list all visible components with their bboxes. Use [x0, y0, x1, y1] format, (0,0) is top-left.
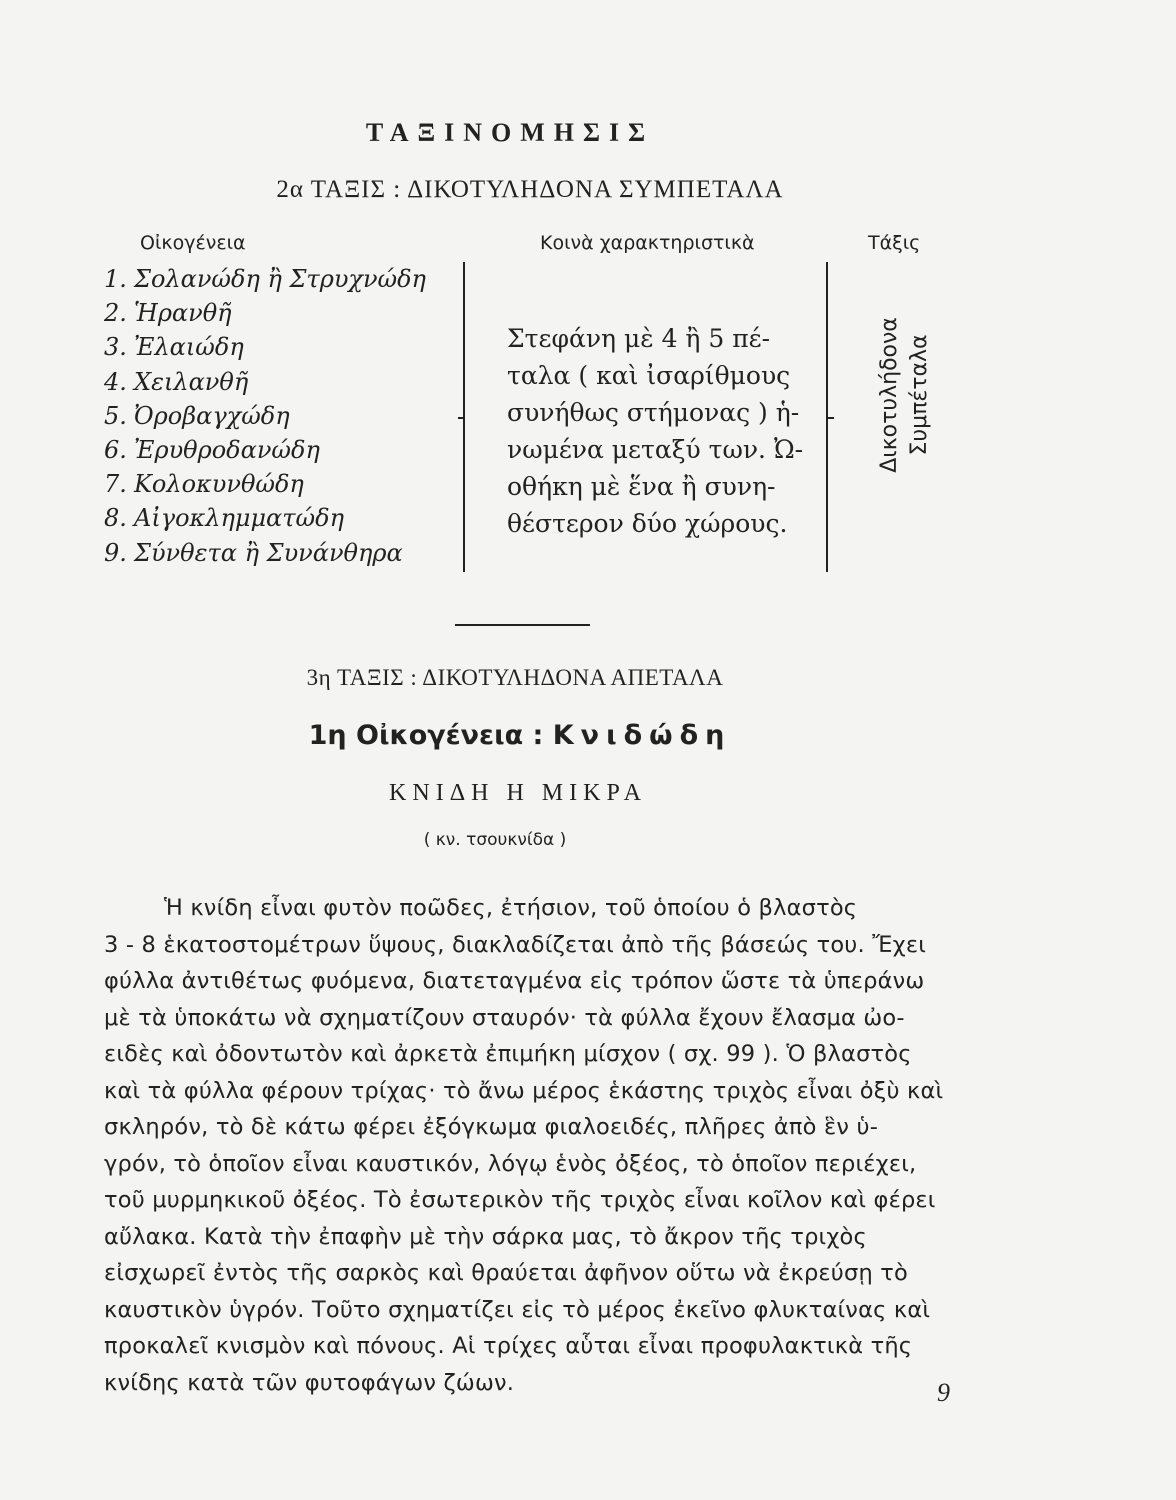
body-line: Ἡ κνίδη εἶναι φυτὸν ποῶδες, ἐτήσιον, τοῦ ὁποίου ὁ βλαστὸς [164, 895, 858, 921]
characteristics-line: οθήκη μὲ ἕνα ἢ συνη- [507, 472, 776, 501]
page-number: 9 [937, 1378, 950, 1407]
class-vertical-label [870, 285, 940, 505]
list-item [104, 296, 426, 330]
body-line: καυστικὸν ὑγρόν. Τοῦτο σχηματίζει εἰς τὸ μέρος ἐκεῖνο φλυκταίνας καὶ [104, 1296, 931, 1323]
family-heading-name: Κνιδώδη [552, 720, 732, 751]
body-line: εἰσχωρεῖ ἐντὸς τῆς σαρκὸς καὶ θραύεται ἀφῆνον οὕτω νὰ ἐκρεύσῃ τὸ [104, 1260, 909, 1286]
body-line: προκαλεῖ κνισμὸν καὶ πόνους. Αἱ τρίχες αὗται εἶναι προφυλακτικὰ τῆς [104, 1333, 913, 1359]
family-name: Σύνθετα ἢ Συνάνθηρα [134, 538, 403, 567]
body-line: ειδὲς καὶ ὀδοντωτὸν καὶ ἀρκετὰ ἐπιμήκη μίσχον ( σχ. 99 ). Ὁ βλαστὸς [104, 1041, 912, 1067]
family-number: 5. [104, 401, 127, 430]
family-number: 1. [104, 265, 127, 293]
plant-common-name: ( κν. τσουκνίδα ) [423, 830, 567, 850]
family-number: 8. [104, 504, 127, 533]
characteristics-line: νωμένα μεταξύ των. Ὠ- [507, 435, 804, 464]
family-heading-prefix: 1η Οἰκογένεια : [308, 720, 553, 751]
family-name: Ὀροβαγχώδη [134, 401, 290, 430]
body-line: κνίδης κατὰ τῶν φυτοφάγων ζώων. [104, 1369, 515, 1396]
family-number: 7. [104, 470, 127, 499]
list-item [104, 501, 426, 535]
characteristics-line: ταλα ( καὶ ἰσαρίθμους [507, 361, 791, 390]
family-name: Αἰγοκλημματώδη [134, 504, 344, 533]
right-divider [828, 417, 834, 419]
column-header-characteristics: Κοινὰ χαρακτηριστικὰ [540, 232, 755, 254]
list-item [104, 262, 426, 296]
class-vertical-line: Συμπέταλα [907, 334, 932, 456]
column-header-class: Τάξις [868, 232, 921, 254]
body-line: τοῦ μυρμηκικοῦ ὀξέος. Τὸ ἐσωτερικὸν τῆς τριχὸς εἶναι κοῖλον καὶ φέρει [104, 1187, 936, 1213]
body-line: φύλλα ἀντιθέτως φυόμενα, διατεταγμένα εἰς τρόπον ὥστε τὰ ὑπεράνω [104, 968, 925, 994]
section-separator [455, 624, 590, 626]
family-number: 3. [104, 333, 127, 362]
list-item [104, 536, 426, 570]
body-line: σκληρόν, τὸ δὲ κάτω φέρει ἐξόγκωμα φιαλοειδές, πλῆρες ἀπὸ ἓν ὑ- [104, 1114, 879, 1140]
family-name: Ἐλαιώδη [134, 333, 244, 362]
list-item [104, 365, 426, 399]
family-name: Χειλανθῆ [134, 367, 249, 396]
list-item [104, 433, 426, 467]
body-paragraph [104, 890, 952, 1401]
column-header-family: Οἰκογένεια [140, 232, 246, 254]
body-line: γρόν, τὸ ὁποῖον εἶναι καυστικόν, λόγῳ ἑνὸς ὀξέος, τὸ ὁποῖον περιέχει, [104, 1150, 917, 1177]
characteristics-line: θέστερον δύο χώρους. [507, 509, 788, 538]
body-line: καὶ τὰ φύλλα φέρουν τρίχας· τὸ ἄνω μέρος ἑκάστης τριχὸς εἶναι ὀξὺ καὶ [104, 1077, 944, 1104]
characteristics-text [507, 320, 807, 542]
family-number: 4. [104, 367, 127, 396]
characteristics-line: Στεφάνη μὲ 4 ἢ 5 πέ- [507, 324, 771, 353]
family-number: 6. [104, 435, 127, 464]
family-number: 9. [104, 538, 127, 567]
family-name: Ἐρυθροδανώδη [134, 435, 320, 464]
body-line: μὲ τὰ ὑποκάτω νὰ σχηματίζουν σταυρόν· τὰ φύλλα ἔχουν ἔλασμα ὠο- [104, 1004, 905, 1031]
plant-name: ΚΝΙΔΗ Η ΜΙΚΡΑ [389, 780, 647, 806]
family-number: 2. [104, 299, 127, 328]
body-line: αὔλακα. Κατὰ τὴν ἐπαφὴν μὲ τὴν σάρκα μας, τὸ ἄκρον τῆς τριχὸς [104, 1223, 867, 1250]
family-name: Κολοκυνθώδη [134, 470, 304, 499]
class-vertical-line: Δικοτυλήδονα [877, 317, 902, 473]
list-item [104, 330, 426, 364]
family-heading [0, 720, 1040, 751]
body-line: 3 - 8 ἑκατοστομέτρων ὕψους, διακλαδίζεται ἀπὸ τῆς βάσεώς του. Ἔχει [104, 931, 927, 958]
list-item [104, 467, 426, 501]
family-name: Ἡρανθῆ [134, 299, 232, 328]
family-list [104, 262, 426, 570]
class3-heading: 3η ΤΑΞΙΣ : ΔΙΚΟΤΥΛΗΔΟΝΑ ΑΠΕΤΑΛΑ [306, 665, 724, 690]
family-name: Σολανώδη ἢ Στρυχνώδη [134, 265, 426, 293]
class2-heading: 2α ΤΑΞΙΣ : ΔΙΚΟΤΥΛΗΔΟΝΑ ΣΥΜΠΕΤΑΛΑ [276, 176, 784, 203]
page-title: ΤΑΞΙΝΟΜΗΣΙΣ [365, 118, 655, 147]
left-divider [458, 417, 464, 419]
class-vertical-svg [870, 285, 940, 505]
list-item [104, 399, 426, 433]
characteristics-line: συνήθως στήμονας ) ἡ- [507, 398, 800, 427]
